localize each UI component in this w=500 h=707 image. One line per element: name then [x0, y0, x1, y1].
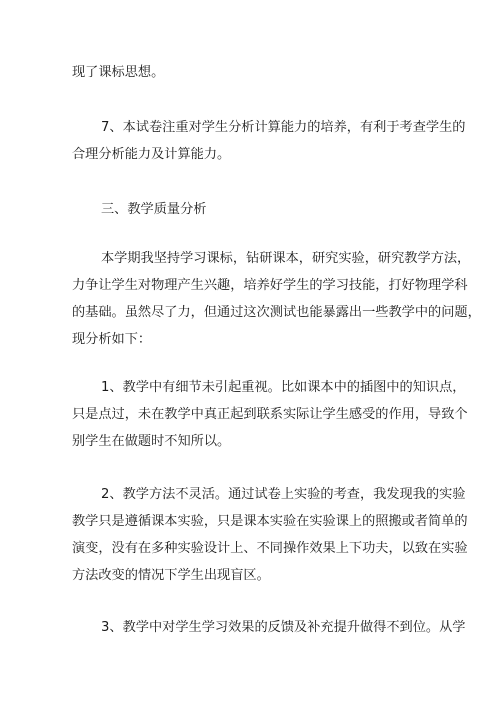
text-line: 合理分析能力及计算能力。: [72, 147, 231, 162]
text-line: 1、教学中有细节未引起重视。比如课本中的插图中的知识点，: [101, 380, 466, 395]
text-line: 只是点过，未在教学中真正起到联系实际让学生感受的作用，导致个: [72, 407, 468, 422]
text-line: 力争让学生对物理产生兴趣，培养好学生的学习技能，打好物理学科: [72, 278, 468, 293]
text-line: 方法改变的情况下学生出现盲区。: [72, 568, 270, 583]
text-line: 3、教学中对学生学习效果的反馈及补充提升做得不到位。从学: [101, 620, 466, 635]
text-line: 三、教学质量分析: [101, 202, 207, 217]
section-heading: [72, 196, 432, 223]
paragraph-item-7: [72, 114, 466, 168]
paragraph-item-1: [72, 374, 468, 455]
text-line: 的基础。虽然尽了力，但通过这次测试也能暴露出一些教学中的问题，: [72, 305, 481, 320]
paragraph-continuation: [72, 59, 432, 86]
text-line: 7、本试卷注重对学生分析计算能力的培养，有利于考查学生的: [101, 120, 466, 135]
paragraph-item-2: [72, 481, 468, 589]
paragraph-analysis-intro: [72, 245, 481, 353]
text-line: 别学生在做题时不知所以。: [72, 434, 231, 449]
text-line: 2、教学方法不灵活。通过试卷上实验的考查，我发现我的实验: [101, 487, 466, 502]
text-line: 演变，没有在多种实验设计上、不同操作效果上下功夫，以致在实验: [72, 541, 468, 556]
paragraph-item-3: [72, 614, 466, 641]
text-line: 本学期我坚持学习课标，钻研课本，研究实验，研究教学方法，: [101, 251, 471, 266]
text-line: 教学只是遵循课本实验，只是课本实验在实验课上的照搬或者简单的: [72, 514, 468, 529]
text-line: 现了课标思想。: [72, 65, 165, 80]
text-line: 现分析如下：: [72, 332, 152, 347]
